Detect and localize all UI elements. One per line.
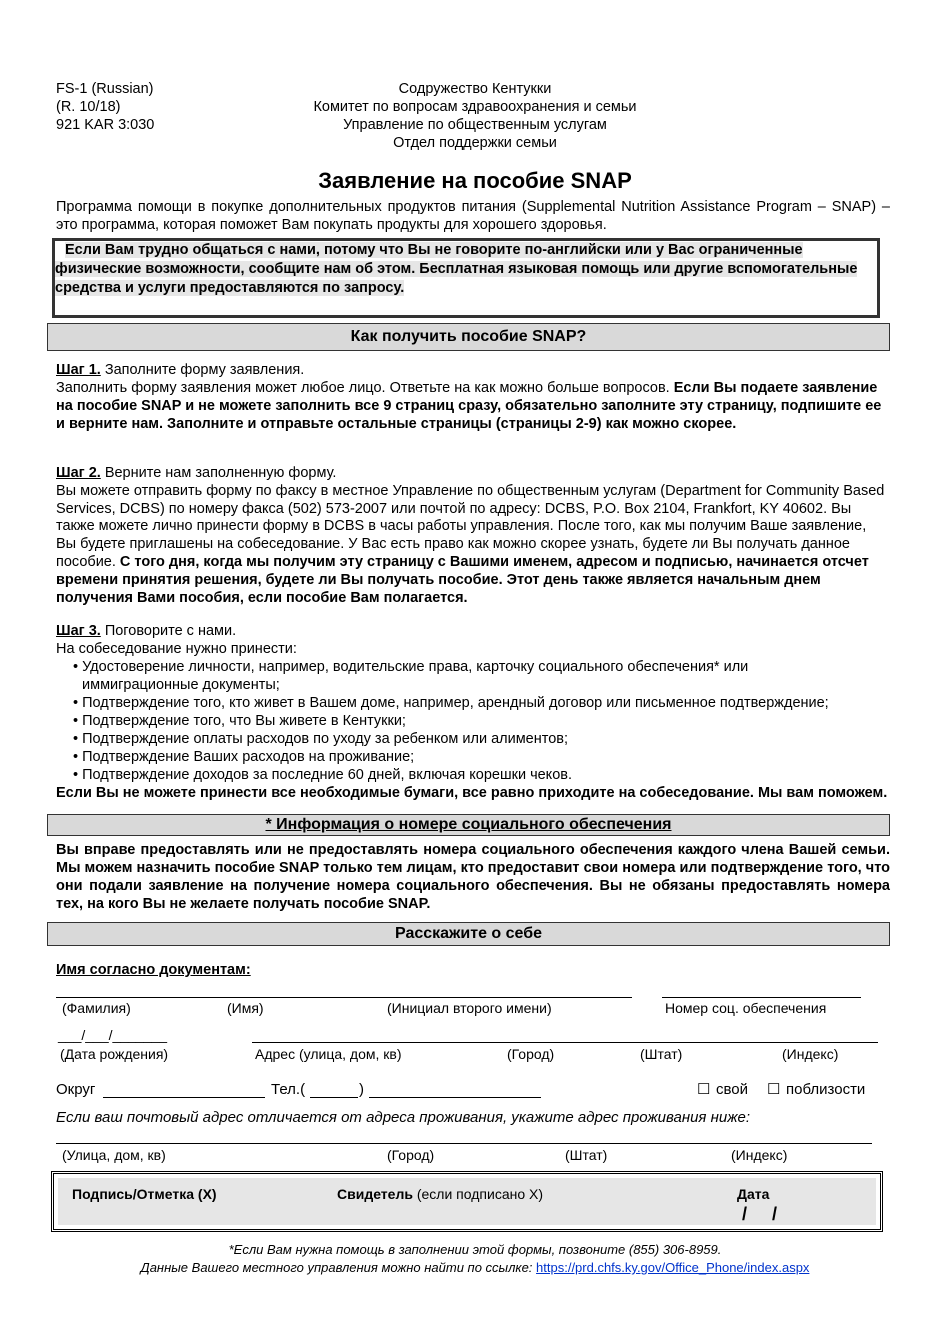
section-about-you: Расскажите о себе	[47, 922, 890, 946]
ssn-line[interactable]	[662, 997, 861, 998]
agency-line: Комитет по вопросам здравоохранения и семьи	[313, 99, 637, 115]
step-2-bold: С того дня, когда мы получим эту страницу с Вашими именем, адресом и подписью, начинается отсчет времени принятия решения, будете ли Вы получать пособие. Этот день также является начальным днем получения Вами пособия, если пособие Вам полагается.	[56, 553, 869, 606]
own-phone-checkbox[interactable]: ☐	[697, 1081, 711, 1098]
list-item: • Подтверждение доходов за последние 60 дней, включая корешки чеков.	[73, 767, 572, 783]
own-phone-label: свой	[716, 1081, 749, 1098]
signature-label[interactable]: Подпись/Отметка (X)	[72, 1186, 217, 1202]
section-how-to-get: Как получить пособие SNAP?	[47, 323, 890, 351]
list-item: • Удостоверение личности, например, водительские права, карточку социального обеспечения* или иммиграционные документы;	[73, 659, 749, 693]
phone-area-line[interactable]	[310, 1097, 358, 1098]
agency-line: Содружество Кентукки	[398, 81, 552, 97]
witness-note: (если подписано X)	[412, 1186, 544, 1202]
office-line: Данные Вашего местного управления можно найти по ссылке:	[140, 1260, 537, 1275]
label-city-2: (Город)	[387, 1147, 435, 1163]
form-revision: (R. 10/18)	[56, 99, 121, 115]
list-item: • Подтверждение оплаты расходов по уходу за ребенком или алиментов;	[73, 731, 569, 747]
phone-paren: )	[359, 1081, 364, 1098]
witness-field[interactable]	[337, 1186, 543, 1202]
date-label: Дата	[737, 1186, 770, 1202]
step-3-label: Шаг 3.	[56, 623, 101, 639]
step-1-bold: Если Вы подаете заявление на пособие SNAP и не можете заполнить все 9 страниц сразу, обязательно заполните эту страницу, подпишите ее и верните нам. Заполните и отправьте остальные страницы (страницы 2-9) как можно скорее.	[56, 380, 882, 432]
step-1-title: Заполните форму заявления.	[100, 362, 305, 378]
notice-box	[52, 238, 880, 318]
intro-text: Программа помощи в покупке дополнительных продуктов питания (Supplemental Nutrition Assistance Program – SNAP) – это программа, которая поможет Вам покупать продукты для хорошего здоровья.	[56, 199, 890, 233]
step-2	[56, 465, 890, 607]
nearby-phone-checkbox[interactable]: ☐	[767, 1081, 781, 1098]
step-3	[56, 622, 906, 802]
label-street-2: (Улица, дом, кв)	[62, 1147, 166, 1163]
name-line[interactable]	[56, 997, 632, 998]
step-2-label: Шаг 2.	[56, 465, 101, 481]
step-3-title: Поговорите с нами.	[100, 623, 237, 639]
agency-line: Управление по общественным услугам	[343, 117, 607, 133]
section-ssn	[47, 814, 890, 836]
ssn-heading: * Информация о номере социального обеспечения	[265, 816, 672, 833]
label-address: Адрес (улица, дом, кв)	[255, 1046, 402, 1062]
label-ssn: Номер соц. обеспечения	[665, 1000, 827, 1016]
phone-line[interactable]	[369, 1097, 541, 1098]
agency-line: Отдел поддержки семьи	[393, 135, 557, 151]
label-city: (Город)	[507, 1046, 555, 1062]
label-first-name: (Имя)	[227, 1000, 264, 1016]
office-line-wrap	[0, 1260, 950, 1275]
label-middle-initial: (Инициал второго имени)	[387, 1000, 552, 1016]
dob-blank[interactable]: ___/___/_______	[58, 1027, 167, 1043]
county-line[interactable]	[103, 1097, 265, 1098]
county-label: Округ	[56, 1081, 96, 1098]
page-title: Заявление на пособие SNAP	[318, 168, 632, 193]
label-last-name: (Фамилия)	[62, 1000, 131, 1016]
step-2-text: Вы можете отправить форму по факсу в местное Управление по общественным услугам (Department for Community Based Services, DCBS) по номеру факса (502) 573-2007 или почтой по адресу: DCBS, P.O. Box 2104, Frankfort, KY 40602. Вы также можете лично принести форму в DCBS в часы работы управления. После того, как мы получим Ваше заявление, Вы будете приглашены на собеседование. У Вас есть право как можно скорее узнать, будете ли Вы получать данное пособие.	[56, 482, 885, 570]
address-line[interactable]	[252, 1042, 878, 1043]
help-line: *Если Вам нужна помощь в заполнении этой формы, позвоните (855) 306-8959.	[228, 1242, 722, 1257]
signature-box	[51, 1171, 883, 1232]
step-3-closing: Если Вы не можете принести все необходимые бумаги, все равно приходите на собеседование. Мы вам поможем.	[56, 785, 888, 801]
form-regulation: 921 KAR 3:030	[56, 117, 155, 133]
step-2-title: Верните нам заполненную форму.	[100, 465, 337, 481]
date-slashes[interactable]: / /	[742, 1204, 778, 1224]
label-state: (Штат)	[640, 1046, 683, 1062]
form-id-block	[56, 80, 154, 134]
nearby-phone-label: поблизости	[786, 1081, 866, 1098]
step-1	[56, 361, 890, 433]
step-3-intro: На собеседование нужно принести:	[56, 641, 297, 657]
witness-label: Свидетель	[337, 1186, 413, 1202]
name-heading: Имя согласно документам:	[56, 962, 251, 978]
step-1-text: Заполнить форму заявления может любое лицо. Ответьте на как можно больше вопросов.	[56, 380, 674, 396]
office-link[interactable]: https://prd.chfs.ky.gov/Office_Phone/index.aspx	[536, 1260, 810, 1275]
step-1-label: Шаг 1.	[56, 362, 101, 378]
list-item: • Подтверждение Ваших расходов на проживание;	[73, 749, 415, 765]
label-dob: (Дата рождения)	[60, 1046, 169, 1062]
label-state-2: (Штат)	[565, 1147, 608, 1163]
label-zip: (Индекс)	[782, 1046, 839, 1062]
ssn-text: Вы вправе предоставлять или не предоставлять номера социального обеспечения каждого члена Вашей семьи. Мы можем назначить пособие SNAP только тем лицам, кто предоставит свои номера или подтверждение того, что они подали заявление на получение номера социального обеспечения. Вы не обязаны предоставлять номера тех, на кого Вы не желаете получать пособие SNAP.	[56, 842, 890, 912]
mailing-note: Если ваш почтовый адрес отличается от адреса проживания, укажите адрес проживания ниже:	[56, 1109, 751, 1126]
residence-address-line[interactable]	[56, 1143, 872, 1144]
form-id: FS-1 (Russian)	[56, 81, 154, 97]
label-zip-2: (Индекс)	[731, 1147, 788, 1163]
phone-label: Тел.(	[271, 1081, 306, 1098]
list-item: • Подтверждение того, что Вы живете в Кентукки;	[73, 713, 406, 729]
agency-block	[245, 80, 705, 152]
list-item: • Подтверждение того, кто живет в Вашем доме, например, арендный договор или письменное подтверждение;	[73, 695, 829, 711]
notice-text: Если Вам трудно общаться с нами, потому что Вы не говорите по-английски или у Вас ограниченные физические возможности, сообщите нам об этом. Бесплатная языковая помощь или другие вспомогательные средства и услуги предоставляются по запросу.	[55, 242, 858, 296]
documents-list	[56, 658, 906, 784]
